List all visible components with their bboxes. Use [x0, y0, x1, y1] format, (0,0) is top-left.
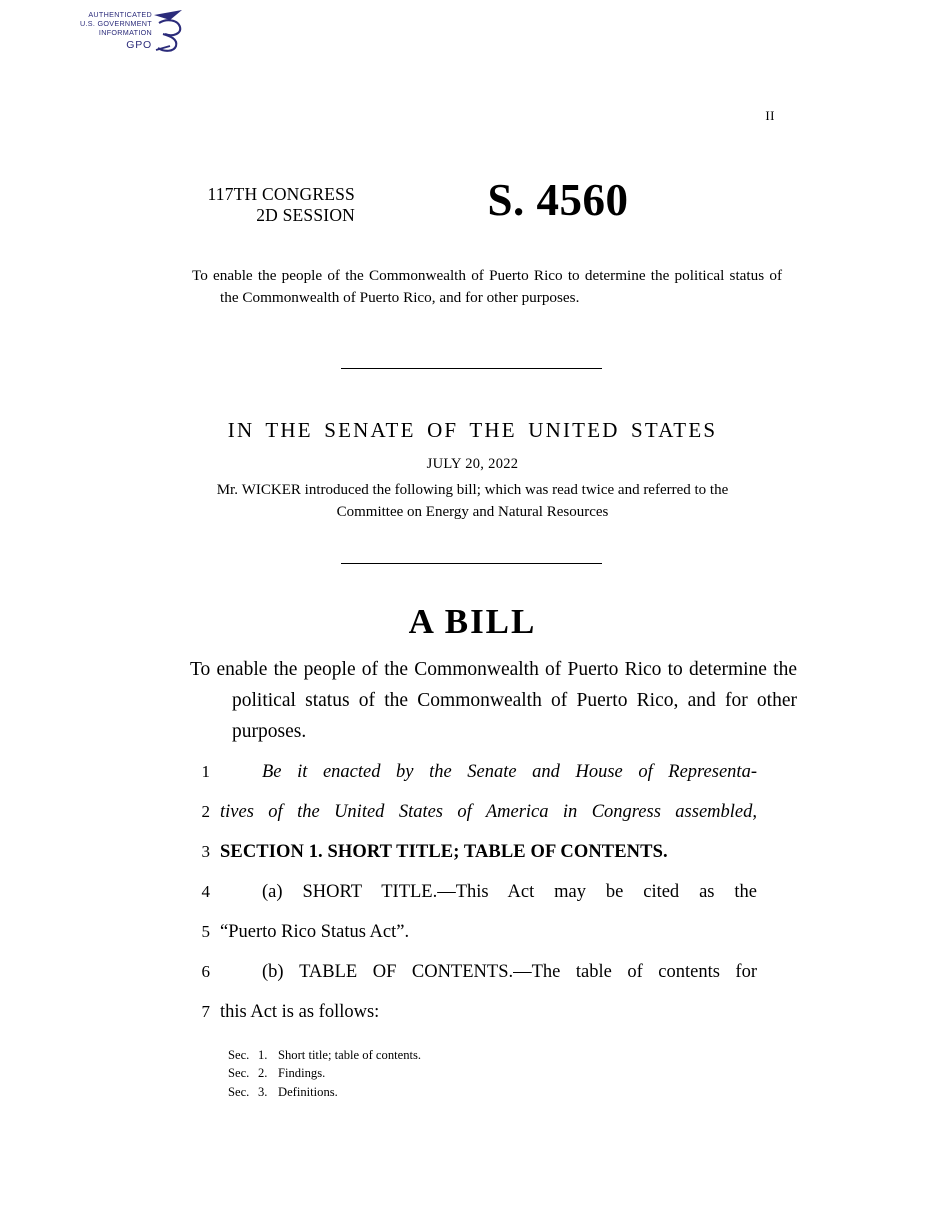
introduction-date: JULY 20, 2022 [426, 456, 519, 472]
divider-rule-top [341, 368, 602, 369]
page-marker: II [765, 108, 775, 123]
body-line [192, 962, 757, 1002]
toc-title: Findings. [278, 1066, 326, 1081]
line-text: this Act is as follows: [220, 1002, 380, 1022]
congress-session-block [190, 178, 355, 227]
toc-label: Sec. [228, 1066, 250, 1081]
line-text [220, 882, 757, 903]
toc-number: 1. [258, 1048, 268, 1062]
toc-number: 2. [258, 1066, 268, 1081]
toc-entry [228, 1046, 728, 1064]
introduction-action-text [185, 480, 760, 524]
toc-title: Short title; table of contents. [278, 1048, 422, 1062]
line-text [220, 962, 757, 983]
section-heading-text: SECTION 1. SHORT TITLE; TABLE OF CONTENTS. [220, 842, 668, 862]
toc-entry [228, 1083, 728, 1101]
bill-purpose [190, 655, 797, 747]
sponsor-name: WICKER [241, 482, 301, 498]
bill-purpose-text: enable the people of the Commonwealth of Puerto Rico to determine the political status of the Commonwealth of Puerto Rico, and for other purposes. [216, 659, 797, 742]
line-text: tives of the United States of America in Congress assembled, [220, 802, 757, 822]
body-line-section-heading [192, 842, 757, 882]
line-number: 3 [201, 842, 210, 861]
toc-entry [228, 1064, 728, 1082]
session-label: 2D SESSION [256, 205, 355, 226]
subsection-marker: (a) [262, 882, 283, 902]
action-description: introduced the following bill; which was read twice and referred to the Committee on Energy and Natural Resources [300, 482, 729, 520]
line-number: 1 [201, 762, 210, 781]
line-number: 6 [201, 962, 210, 981]
line-number: 2 [201, 802, 210, 821]
svg-text:INFORMATION: INFORMATION [98, 28, 152, 37]
bill-summary [192, 265, 782, 308]
toc-label: Sec. [228, 1084, 250, 1099]
bill-number: S. 4560 [487, 175, 629, 225]
chamber-heading: IN THE SENATE OF THE UNITED STATES [227, 418, 718, 442]
body-line [192, 1002, 757, 1042]
sponsor-prefix: Mr. [216, 482, 242, 498]
bill-title: A BILL [408, 602, 537, 641]
toc-title: Definitions. [278, 1084, 338, 1099]
subsection-heading: TABLE OF CONTENTS [299, 962, 509, 982]
toc-label: Sec. [228, 1048, 250, 1062]
line-text: “Puerto Rico Status Act”. [220, 922, 410, 942]
toc-number: 3. [258, 1084, 268, 1099]
masthead [190, 175, 755, 227]
line-number: 4 [201, 882, 210, 901]
svg-text:AUTHENTICATED: AUTHENTICATED [88, 10, 152, 19]
divider-rule-bottom [341, 563, 602, 564]
body-line [192, 802, 757, 842]
subsection-text: .—This Act may be cited as the [432, 882, 758, 902]
body-line [192, 922, 757, 962]
body-line [192, 762, 757, 802]
bill-summary-text: enable the people of the Commonwealth of Puerto Rico to determine the political status of the Commonwealth of Puerto Rico, and for other purposes. [213, 267, 783, 306]
svg-text:GPO: GPO [126, 39, 152, 51]
svg-text:U.S. GOVERNMENT: U.S. GOVERNMENT [80, 19, 152, 28]
gpo-authentication-seal [66, 6, 188, 56]
table-of-contents [228, 1046, 728, 1101]
line-text: Be it enacted by the Senate and House of Representa- [262, 762, 757, 782]
line-number: 5 [201, 922, 210, 941]
subsection-heading: SHORT TITLE [302, 882, 433, 902]
gpo-eagle-icon [154, 10, 182, 51]
line-number: 7 [201, 1002, 210, 1021]
bill-summary-first-word: To [192, 267, 208, 284]
subsection-text: .—The table of contents for [508, 962, 757, 982]
body-line [192, 882, 757, 922]
congress-label: 117TH CONGRESS [207, 184, 355, 204]
bill-purpose-first-word: To [190, 659, 211, 680]
bill-body [192, 762, 757, 1042]
subsection-marker: (b) [262, 962, 284, 982]
